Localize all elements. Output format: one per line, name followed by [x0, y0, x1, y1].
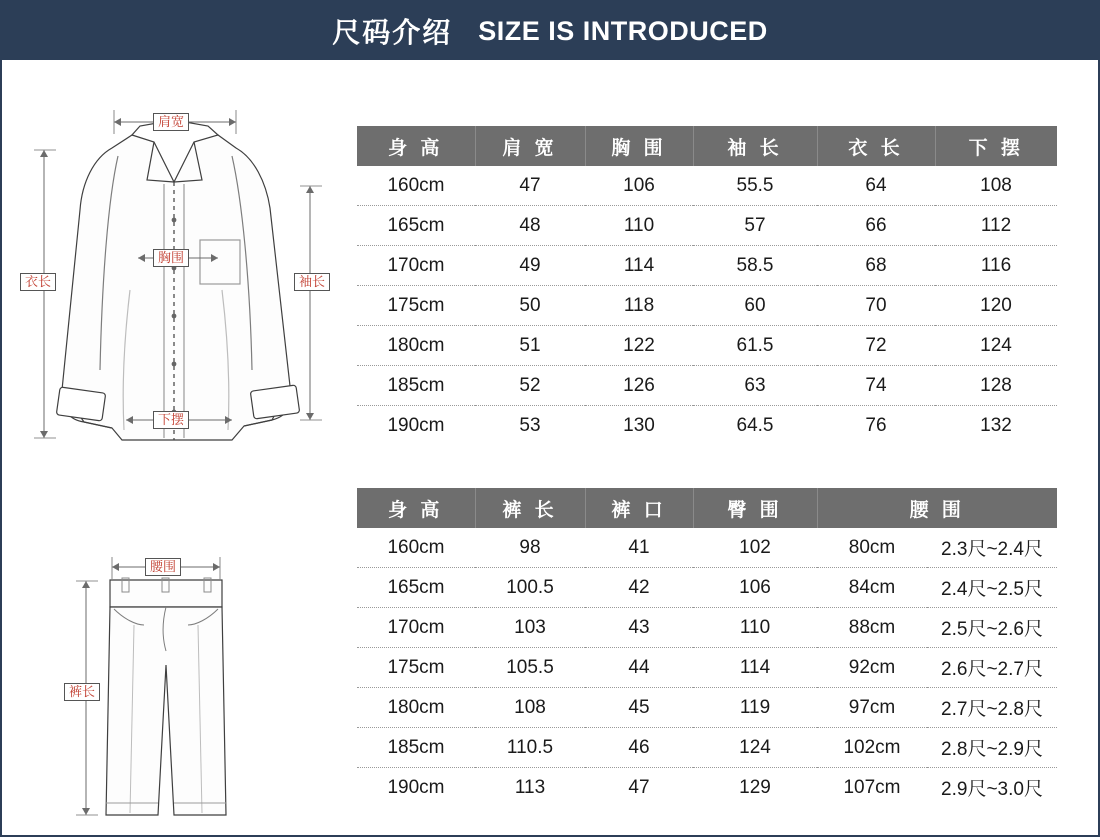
trousers-size-table — [357, 488, 1057, 807]
table-header-row — [357, 488, 1057, 528]
cell-chest: 110 — [585, 206, 693, 246]
cell-trouser-length: 113 — [514, 776, 546, 798]
page-content — [2, 60, 1098, 835]
cell-height: 180cm — [357, 326, 475, 366]
col-header-sleeve: 袖 长 — [693, 126, 817, 166]
cell-sleeve: 57 — [693, 206, 817, 246]
label-garment-length: 衣长 — [20, 273, 56, 291]
cell-waist-chi: 2.4尺~2.5尺 — [927, 568, 1057, 608]
jacket-size-table — [357, 126, 1057, 445]
cell-hip: 119 — [693, 688, 817, 728]
trousers-figure — [62, 485, 352, 835]
table-row — [357, 206, 1057, 246]
cell-hip: 110 — [693, 608, 817, 648]
label-trouser-length: 裤长 — [64, 683, 100, 701]
cell-chest: 130 — [623, 414, 655, 436]
cell-waist-cm: 102cm — [817, 728, 927, 768]
cell-waist-chi: 2.5尺~2.6尺 — [927, 608, 1057, 648]
cell-sleeve: 64.5 — [736, 414, 774, 436]
cell-trouser-length: 100.5 — [475, 568, 585, 608]
cell-hem: 120 — [935, 286, 1057, 326]
col-header-trouser-length: 裤 长 — [475, 488, 585, 528]
cell-sleeve: 58.5 — [693, 246, 817, 286]
page-header — [2, 2, 1098, 60]
col-header-chest: 胸 围 — [585, 126, 693, 166]
cell-hip: 106 — [693, 568, 817, 608]
cell-waist-cm: 88cm — [817, 608, 927, 648]
col-header-hem: 下 摆 — [935, 126, 1057, 166]
cell-trouser-length: 98 — [475, 528, 585, 568]
cell-height: 170cm — [357, 246, 475, 286]
cell-length: 64 — [817, 166, 935, 206]
cell-hip: 129 — [739, 776, 771, 798]
table-row — [357, 286, 1057, 326]
cell-sleeve: 55.5 — [693, 166, 817, 206]
cell-height: 165cm — [357, 568, 475, 608]
cell-leg-opening: 43 — [585, 608, 693, 648]
table-row — [357, 528, 1057, 568]
col-header-waist: 腰 围 — [817, 488, 1057, 528]
label-shoulder-width: 肩宽 — [153, 113, 189, 131]
cell-shoulder: 48 — [475, 206, 585, 246]
cell-hip: 114 — [693, 648, 817, 688]
col-header-length: 衣 长 — [817, 126, 935, 166]
cell-sleeve: 60 — [693, 286, 817, 326]
cell-waist-chi: 2.6尺~2.7尺 — [927, 648, 1057, 688]
col-header-height: 身 高 — [357, 488, 475, 528]
cell-leg-opening: 46 — [585, 728, 693, 768]
table-row — [357, 768, 1057, 808]
table-row — [357, 166, 1057, 206]
cell-length: 66 — [817, 206, 935, 246]
cell-trouser-length: 108 — [475, 688, 585, 728]
cell-length: 74 — [817, 366, 935, 406]
cell-height: 185cm — [357, 366, 475, 406]
cell-shoulder: 52 — [475, 366, 585, 406]
cell-height: 160cm — [357, 166, 475, 206]
cell-shoulder: 51 — [475, 326, 585, 366]
cell-leg-opening: 41 — [585, 528, 693, 568]
table-row — [357, 648, 1057, 688]
cell-height: 160cm — [357, 528, 475, 568]
cell-chest: 118 — [585, 286, 693, 326]
jacket-figure — [22, 90, 342, 470]
cell-hem: 112 — [935, 206, 1057, 246]
cell-waist-cm: 107cm — [843, 776, 901, 798]
cell-leg-opening: 47 — [628, 776, 650, 798]
cell-trouser-length: 105.5 — [475, 648, 585, 688]
cell-chest: 122 — [585, 326, 693, 366]
page-title-cn: 尺码介绍 — [332, 17, 453, 48]
cell-height: 185cm — [357, 728, 475, 768]
table-row — [357, 366, 1057, 406]
table-row — [357, 608, 1057, 648]
cell-sleeve: 63 — [693, 366, 817, 406]
col-header-hip: 臀 围 — [693, 488, 817, 528]
cell-length: 72 — [817, 326, 935, 366]
cell-height: 190cm — [387, 414, 445, 436]
trousers-drawing — [62, 485, 352, 835]
cell-shoulder: 53 — [519, 414, 541, 436]
cell-hip: 102 — [693, 528, 817, 568]
cell-length: 70 — [817, 286, 935, 326]
table-row — [357, 728, 1057, 768]
cell-shoulder: 49 — [475, 246, 585, 286]
page-title-en: SIZE IS INTRODUCED — [478, 15, 768, 46]
table-row — [357, 568, 1057, 608]
cell-hem: 128 — [935, 366, 1057, 406]
cell-hem: 132 — [980, 414, 1012, 436]
cell-hip: 124 — [693, 728, 817, 768]
cell-height: 190cm — [387, 776, 445, 798]
cell-shoulder: 50 — [475, 286, 585, 326]
col-header-height: 身 高 — [357, 126, 475, 166]
cell-hem: 124 — [935, 326, 1057, 366]
cell-waist-cm: 80cm — [817, 528, 927, 568]
cell-trouser-length: 110.5 — [475, 728, 585, 768]
cell-height: 170cm — [357, 608, 475, 648]
cell-waist-chi: 2.9尺~3.0尺 — [941, 779, 1043, 800]
cell-height: 165cm — [357, 206, 475, 246]
cell-waist-chi: 2.3尺~2.4尺 — [927, 528, 1057, 568]
cell-height: 180cm — [357, 688, 475, 728]
cell-leg-opening: 42 — [585, 568, 693, 608]
label-waist: 腰围 — [145, 558, 181, 576]
cell-leg-opening: 44 — [585, 648, 693, 688]
cell-shoulder: 47 — [475, 166, 585, 206]
cell-waist-cm: 84cm — [817, 568, 927, 608]
cell-sleeve: 61.5 — [693, 326, 817, 366]
cell-height: 175cm — [357, 286, 475, 326]
cell-chest: 126 — [585, 366, 693, 406]
label-hem: 下摆 — [153, 411, 189, 429]
label-sleeve-length: 袖长 — [294, 273, 330, 291]
cell-length: 76 — [865, 414, 887, 436]
table-header-row — [357, 126, 1057, 166]
table-row — [357, 406, 1057, 446]
cell-waist-chi: 2.7尺~2.8尺 — [927, 688, 1057, 728]
table-row — [357, 246, 1057, 286]
cell-hem: 108 — [935, 166, 1057, 206]
cell-hem: 116 — [935, 246, 1057, 286]
col-header-shoulder: 肩 宽 — [475, 126, 585, 166]
cell-trouser-length: 103 — [475, 608, 585, 648]
cell-leg-opening: 45 — [585, 688, 693, 728]
cell-waist-chi: 2.8尺~2.9尺 — [927, 728, 1057, 768]
table-row — [357, 326, 1057, 366]
col-header-leg-opening: 裤 口 — [585, 488, 693, 528]
label-chest: 胸围 — [153, 249, 189, 267]
cell-chest: 106 — [585, 166, 693, 206]
table-row — [357, 688, 1057, 728]
cell-waist-cm: 97cm — [817, 688, 927, 728]
cell-length: 68 — [817, 246, 935, 286]
cell-height: 175cm — [357, 648, 475, 688]
cell-chest: 114 — [585, 246, 693, 286]
cell-waist-cm: 92cm — [817, 648, 927, 688]
